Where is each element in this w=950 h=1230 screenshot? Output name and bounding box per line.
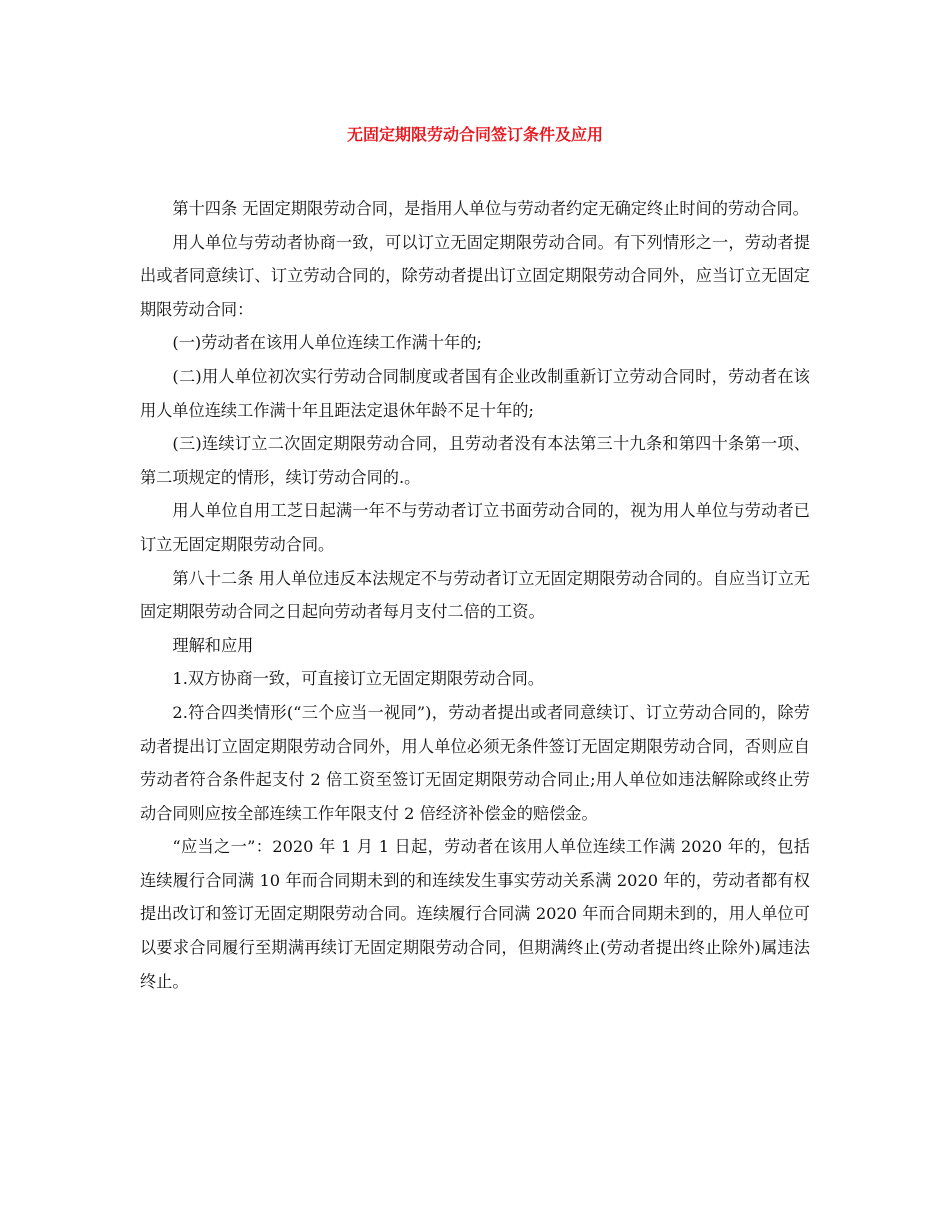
paragraph-condition-3: (三)连续订立二次固定期限劳动合同，且劳动者没有本法第三十九条和第四十条第一项、第二项规定的情形，续订劳动合同的.。	[140, 434, 810, 487]
document-title: 无固定期限劳动合同签订条件及应用	[346, 125, 603, 144]
paragraph-article-82: 第八十二条 用人单位违反本法规定不与劳动者订立无固定期限劳动合同的。自应当订立无固定期限劳动合同之日起向劳动者每月支付二倍的工资。	[140, 568, 810, 622]
paragraph-should-one: “应当之一”：2020 年 1 月 1 日起，劳动者在该用人单位连续工作满 2020 年的，包括连续履行合同满 10 年而合同期未到的和连续发生事实劳动关系满 2020 年的，劳动者都有权提出改订和签订无固定期限劳动合同。连续履行合同满 2020 年而合同期未到的，用人单位可以要求合同履行至期满再续订无固定期限劳动合同，但期满终止(劳动者提出终止除外)属违法终止。	[140, 837, 810, 991]
section-heading-application: 理解和应用	[172, 635, 254, 655]
paragraph-deemed-contract: 用人单位自用工芝日起满一年不与劳动者订立书面劳动合同的，视为用人单位与劳动者已订立无固定期限劳动合同。	[140, 501, 810, 554]
paragraph-point-1: 1.双方协商一致，可直接订立无固定期限劳动合同。	[172, 669, 544, 689]
document-body	[140, 192, 810, 998]
paragraph-article-14: 第十四条 无固定期限劳动合同，是指用人单位与劳动者约定无确定终止时间的劳动合同。	[172, 199, 809, 218]
paragraph-condition-1: (一)劳动者在该用人单位连续工作满十年的;	[172, 333, 482, 353]
paragraph-condition-2: (二)用人单位初次实行劳动合同制度或者国有企业改制重新订立劳动合同时，劳动者在该用人单位连续工作满十年且距法定退休年龄不足十年的;	[140, 366, 810, 420]
paragraph-point-2: 2.符合四类情形(“三个应当一视同”)，劳动者提出或者同意续订、订立劳动合同的，除劳动者提出订立固定期限劳动合同外，用人单位必须无条件签订无固定期限劳动合同，否则应自劳动者符合条件起支付 2 倍工资至签订无固定期限劳动合同止;用人单位如违法解除或终止劳动合同则应按全部连续工作年限支付 2 倍经济补偿金的赔偿金。	[140, 702, 810, 823]
paragraph-conditions-intro: 用人单位与劳动者协商一致，可以订立无固定期限劳动合同。有下列情形之一，劳动者提出或者同意续订、订立劳动合同的，除劳动者提出订立固定期限劳动合同外，应当订立无固定期限劳动合同：	[140, 232, 810, 319]
